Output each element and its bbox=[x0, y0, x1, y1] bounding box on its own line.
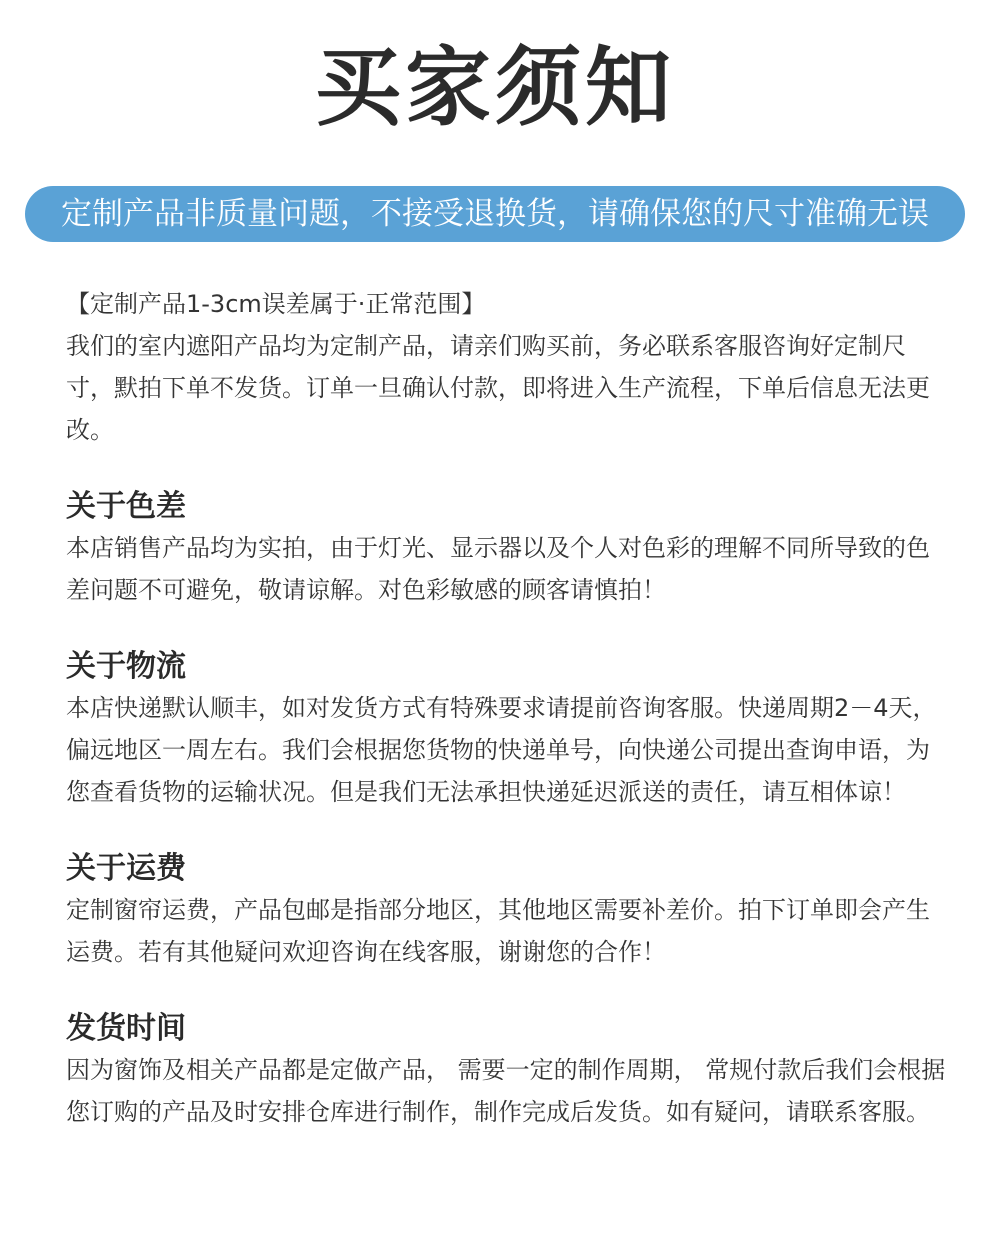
section-title: 发货时间 bbox=[66, 1011, 186, 1046]
section-paragraph: 本店快递默认顺丰，如对发货方式有特殊要求请提前咨询客服。快递周期2－4天，偏远地区一周左右。我们会根据您货物的快递单号，向快递公司提出查询申语，为您查看货物的运输状况。但是我们无法承担快递延迟派送的责任，请互相体谅！ bbox=[66, 694, 937, 806]
intro-paragraph: 我们的室内遮阳产品均为定制产品，请亲们购买前，务必联系客服咨询好定制尺寸，默拍下单不发货。订单一旦确认付款，即将进入生产流程，下单后信息无法更改。 bbox=[66, 332, 930, 444]
section-title: 关于物流 bbox=[66, 649, 186, 684]
notice-banner: 定制产品非质量问题，不接受退换货，请确保您的尺寸准确无误 bbox=[25, 186, 965, 242]
notice-content bbox=[66, 283, 946, 1133]
intro-block bbox=[66, 283, 946, 451]
section-delivery-time bbox=[66, 1009, 946, 1133]
page-title: 买家须知 bbox=[315, 38, 675, 138]
section-title: 关于色差 bbox=[66, 489, 186, 524]
section-paragraph: 本店销售产品均为实拍，由于灯光、显示器以及个人对色彩的理解不同所导致的色差问题不可避免，敬请谅解。对色彩敏感的顾客请慎拍！ bbox=[66, 534, 930, 604]
section-paragraph: 因为窗饰及相关产品都是定做产品， 需要一定的制作周期， 常规付款后我们会根据您订购的产品及时安排仓库进行制作，制作完成后发货。如有疑问，请联系客服。 bbox=[66, 1056, 946, 1126]
section-paragraph: 定制窗帘运费，产品包邮是指部分地区，其他地区需要补差价。拍下订单即会产生运费。若有其他疑问欢迎咨询在线客服，谢谢您的合作！ bbox=[66, 896, 930, 966]
section-logistics bbox=[66, 647, 946, 813]
section-shipping-fee bbox=[66, 849, 946, 973]
section-title: 关于运费 bbox=[66, 851, 186, 886]
section-color-difference bbox=[66, 487, 946, 611]
intro-heading: 【定制产品1-3cm误差属于·正常范围】 bbox=[66, 290, 486, 318]
